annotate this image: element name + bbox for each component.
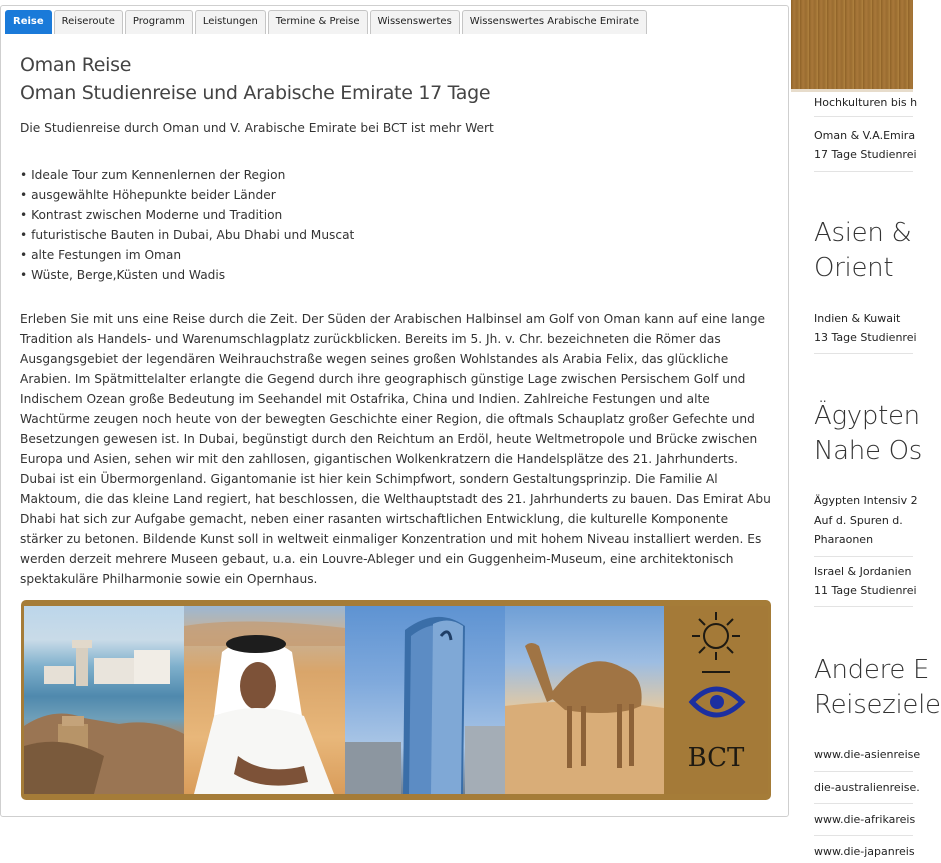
tab-reiseroute[interactable]: Reiseroute (54, 10, 123, 34)
arab-man-photo (184, 606, 345, 794)
arab-man-illustration (184, 606, 345, 794)
sidebar-link[interactable]: Israel & Jordanien (814, 565, 912, 578)
sidebar-link[interactable]: die-australienreise. (814, 781, 920, 794)
divider (814, 835, 913, 836)
skyscraper-photo (345, 606, 505, 794)
sidebar-link[interactable]: www.die-japanreis (814, 845, 915, 858)
highlight-list (20, 165, 354, 285)
page-title-line1: Oman Reise (20, 54, 132, 76)
tab-reise[interactable]: Reise (5, 10, 52, 34)
highlight-item: • alte Festungen im Oman (20, 248, 182, 262)
divider (814, 116, 913, 117)
sidebar-heading: Andere E (814, 655, 930, 685)
sidebar-link[interactable]: Oman & V.A.Emira (814, 129, 916, 142)
header-image (791, 0, 913, 92)
tab-leistungen[interactable]: Leistungen (195, 10, 266, 34)
sidebar-link[interactable]: Pharaonen (814, 533, 874, 546)
divider (814, 556, 913, 557)
tab-programm[interactable]: Programm (125, 10, 193, 34)
sidebar-link[interactable]: 17 Tage Studienrei (814, 148, 917, 161)
bct-logo-panel (664, 606, 768, 794)
sidebar-link[interactable]: Auf d. Spuren d. (814, 514, 903, 527)
highlight-item: • ausgewählte Höhepunkte beider Länder (20, 188, 276, 202)
bct-logo-illustration (664, 606, 768, 794)
highlight-item: • Ideale Tour zum Kennenlernen der Region (20, 168, 286, 182)
sun-icon (692, 612, 740, 672)
sidebar-link[interactable]: Ägypten Intensiv 2 (814, 494, 918, 507)
content-panel (0, 5, 789, 817)
sidebar-link[interactable]: 11 Tage Studienrei (814, 584, 917, 597)
sidebar-heading: Reiseziele (814, 690, 941, 720)
highlight-item: • Wüste, Berge,Küsten und Wadis (20, 268, 226, 282)
divider (814, 171, 913, 172)
page-title-line2: Oman Studienreise und Arabische Emirate 17 Tage (20, 82, 491, 104)
sidebar-link[interactable]: Indien & Kuwait (814, 312, 901, 325)
bct-logo-text: BCT (687, 743, 745, 773)
sidebar-heading: Ägypten (814, 401, 920, 431)
sidebar-link[interactable]: 13 Tage Studienrei (814, 331, 917, 344)
page-title (20, 51, 490, 107)
highlight-item: • Kontrast zwischen Moderne und Tradition (20, 208, 283, 222)
body-text: Erleben Sie mit uns eine Reise durch die Zeit. Der Süden der Arabischen Halbinsel am Golf von Oman kann auf eine lange Tradition als Handels- und Warenumschlagplatz zurückblicken. Bereits im 5. Jh. v. Chr. bezeichneten die Römer das Ausgangsgebiet der legendären Weihrauchstraße wegen seines großen Wohlstandes als Arabia Felix, das glückliche Arabien. Im Spätmittelalter erlangte die Gegend durch ihre geographisch günstige Lage zwischen Persischem Golf und Indischem Ozean große Bedeutung im Seehandel mit Ostafrika, China und Indien. Zahlreiche Festungen und alte Wachtürme zeugen noch heute von der bewegten Geschichte einer Region, die oftmals Schauplatz großer Gefechte und Besetzungen gewesen ist. In Dubai, begünstigt durch den Reichtum an Erdöl, heute Weltmetropole und Brücke zwischen Europa und Asien, sehen wir mit den zahllosen, gigantischen Wolkenkratzern die Handelsplätze des 21. Jahrhunderts. Dubai ist ein Übermorgenland. Gigantomanie ist hier kein Schimpfwort, sondern Gestaltungsprinzip. Die Familie Al Maktoum, die das kleine Land regiert, hat beschlossen, die Welthauptstadt des 21. Jahrhunderts zu bauen. Das Emirat Abu Dhabi hat sich zur Aufgabe gemacht, neben einer rasanten wirtschaftlichen Entwicklung, die kulturelle Komponente stärker zu betonen. Bildende Kunst soll in weltweit einmaliger Konzentration und mit hohem Niveau installiert werden. Es werden derzeit mehrere Museen gebaut, u.a. ein Louvre-Ableger und ein Guggenheim-Museum, eine architektonisch spektakuläre Philharmonie sowie ein Opernhaus. (20, 312, 771, 586)
skyscraper-illustration (345, 606, 505, 794)
article (20, 118, 772, 586)
tab-wissenswertes[interactable]: Wissenswertes (370, 10, 460, 34)
sidebar-link[interactable]: Hochkulturen bis h (814, 96, 918, 109)
sidebar-heading: Asien & (814, 218, 912, 248)
sidebar-heading: Orient (814, 253, 894, 283)
harbour-fortress-photo (24, 606, 184, 794)
sidebar-heading: Nahe Os (814, 436, 923, 466)
divider (814, 606, 913, 607)
divider (814, 771, 913, 772)
intro-text: Die Studienreise durch Oman und V. Arabische Emirate bei BCT ist mehr Wert (20, 121, 494, 135)
tab-termine-preise[interactable]: Termine & Preise (268, 10, 368, 34)
tab-bar (5, 10, 649, 35)
sidebar-link[interactable]: www.die-afrikareis (814, 813, 916, 826)
eye-icon (692, 689, 742, 715)
camel-photo (505, 606, 664, 794)
tab-wissenswertes-emirate[interactable]: Wissenswertes Arabische Emirate (462, 10, 647, 34)
divider (814, 803, 913, 804)
harbour-fortress-illustration (24, 606, 184, 794)
divider (814, 353, 913, 354)
camel-illustration (505, 606, 664, 794)
sidebar-link[interactable]: www.die-asienreise (814, 748, 921, 761)
photo-banner (21, 600, 771, 800)
highlight-item: • futuristische Bauten in Dubai, Abu Dhabi und Muscat (20, 228, 355, 242)
